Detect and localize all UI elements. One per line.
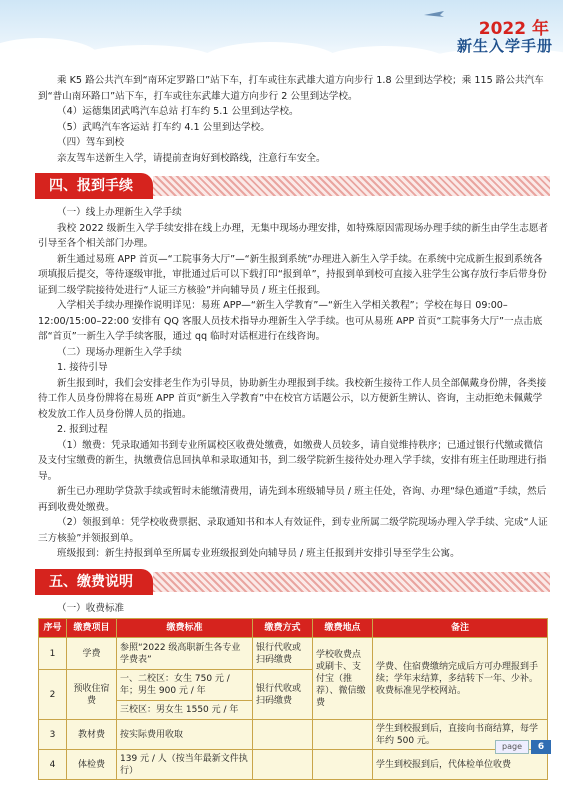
table-cell: [313, 750, 373, 780]
table-cell: [117, 670, 253, 720]
bus-route-text: 乘 K5 路公共汽车到“南环定罗路口”站下车，打车或往东武雄大道方向步行 1.8 公里到达学校；乘 115 路公共汽车到“普山南环路口”站下车，打车或往东武雄大道方向步行 2 公里到达学校。: [38, 75, 544, 102]
section-5-title: 五、缴费说明: [35, 569, 153, 595]
table-cell: 教材费: [67, 720, 117, 750]
section-4-header: [35, 173, 550, 199]
table-cell: 参照“2022 级高职新生各专业学费表”: [117, 638, 253, 670]
table-cell: 学生到校报到后，直接向书商结算，每学年约 500 元。: [373, 720, 548, 750]
table-row: [39, 750, 548, 780]
page-content: [38, 73, 550, 780]
table-cell: 1: [39, 638, 67, 670]
reception-text: 新生报到时，我们会安排老生作为引导员，协助新生办理报到手续。我校新生接待工作人员全部佩戴身份牌，各类接待工作人员身份牌将在易班 APP 首页“新生入学教育”中在校官方话题公示，以方便新生辨认、咨询，主动拒绝未佩戴学校发放工作人员身份牌人员的指迪。: [38, 377, 547, 420]
table-cell: 学费、住宿费缴纳完成后方可办理报到手续；学年末结算，多结转下一年、少补。收费标准见学校网站。: [373, 638, 548, 720]
table-header: 缴费项目: [67, 619, 117, 638]
dorm-fee-campus-3: 三校区：男女生 1550 元 / 年: [120, 705, 239, 715]
table-cell: [253, 720, 313, 750]
online-subtitle: （一）线上办理新生入学手续: [57, 207, 182, 218]
table-cell: 4: [39, 750, 67, 780]
online-paragraph-3: 入学相关手续办理操作说明详见：易班 APP—“新生入学教育”—“新生入学相关教程”；学校在每日 09:00–12:00/15:00–22:00 安排有 QQ 客服人员技术指导办理新生入学手续。也可从易班 APP 首页“工院事务大厅”一点击底部“首页”一新生入学手续客服，通过 qq 临时对话框进行在线咨询。: [38, 300, 543, 342]
table-cell: 2: [39, 670, 67, 720]
onsite-subtitle: （二）现场办理新生入学手续: [57, 346, 182, 358]
table-header: 序号: [39, 619, 67, 638]
table-cell: 预收住宿费: [67, 670, 117, 720]
page-label: page: [495, 740, 529, 754]
table-header: 缴费方式: [253, 619, 313, 638]
table-cell: 体检费: [67, 750, 117, 780]
airplane-icon: [423, 8, 445, 20]
online-paragraph-2: 新生通过易班 APP 首页—“工院事务大厅”—“新生报到系统”办理进入新生入学手续。在系统中完成新生报到系统各项填报后提交，等待逐级审批，审批通过后可以下载打印“报到单”，持报到单到校可直接入驻学生公寓存放行李后带身份证到二级学院接待处进行“人证三方核验”并向辅导员 / 班主任报到。: [38, 253, 547, 296]
header-year: 2022 年: [478, 19, 549, 39]
section-divider: [153, 572, 550, 592]
process-payment: （1）缴费：凭录取通知书到专业所属校区收费处缴费，如缴费人员较多，请自觉维持秩序；已通过银行代缴或微信及支付宝缴费的新生，执缴费信息回执单和录取通知书，到二级学院新生接待处办理入学手续，安排有班主任助理进行指导。: [38, 439, 547, 482]
table-header: 备注: [373, 619, 548, 638]
transport-item-5: （5）武鸣汽车客运站 打车约 4.1 公里到达学校。: [57, 121, 270, 133]
header-title: 新生入学手册: [456, 37, 553, 55]
fee-subtitle: （一）收费标准: [57, 602, 125, 614]
table-cell: 学费: [67, 638, 117, 670]
process-class-report: 班级报到：新生持报到单至所属专业班级报到处向辅导员 / 班主任报到并安排引导至学生公寓。: [57, 548, 460, 559]
process-green-channel: 新生已办理助学贷款手续或暂时未能缴清费用，请先到本班级辅导员 / 班主任处，咨询、办理“绿色通道”手续，然后再到收费处缴费。: [38, 486, 547, 513]
reception-heading: 1. 接待引导: [57, 362, 108, 373]
table-cell: 学生到校报到后，代体检单位收费: [373, 750, 548, 780]
table-cell: 139 元 / 人（按当年最新文件执行）: [117, 750, 253, 780]
section-divider: [153, 176, 550, 196]
drive-subtitle: （四）驾车到校: [57, 137, 125, 148]
table-cell: [253, 750, 313, 780]
process-report-form: （2）领报到单：凭学校收费票据、录取通知书和本人有效证件，到专业所属二级学院现场办理入学手续、完成“人证三方核验”并领报到单。: [38, 517, 548, 544]
table-header-row: [39, 619, 548, 638]
table-cell: 3: [39, 720, 67, 750]
online-paragraph-1: 我校 2022 级新生入学手续安排在线上办理，无集中现场办理安排，如特殊原因需现场办理手续的新生由学生志愿者引导至各个相关部门办理。: [38, 222, 549, 249]
section-4-title: 四、报到手续: [35, 173, 153, 199]
drive-text: 亲友驾车送新生入学，请提前查询好到校路线，注意行车安全。: [57, 152, 326, 164]
table-header: 缴费地点: [313, 619, 373, 638]
table-cell: 银行代收或扫码缴费: [253, 638, 313, 670]
table-cell: 按实际费用收取: [117, 720, 253, 750]
table-cell: 学校收费点或刷卡、支付宝（推荐）、微信缴费: [313, 638, 373, 720]
dorm-fee-campus-1-2: 一、二校区：女生 750 元 / 年；男生 900 元 / 年: [117, 670, 252, 701]
table-row: [39, 638, 548, 670]
section-5-header: [35, 569, 550, 595]
fee-table: [38, 618, 548, 780]
table-cell: [313, 720, 373, 750]
process-heading: 2. 报到过程: [57, 424, 108, 435]
transport-item-4: （4）运德集团武鸣汽车总站 打车约 5.1 公里到达学校。: [57, 106, 299, 117]
table-cell: 银行代收或扫码缴费: [253, 670, 313, 720]
table-row: [39, 720, 548, 750]
page-number: 6: [531, 740, 551, 754]
table-header: 缴费标准: [117, 619, 253, 638]
page-footer: [495, 740, 551, 754]
